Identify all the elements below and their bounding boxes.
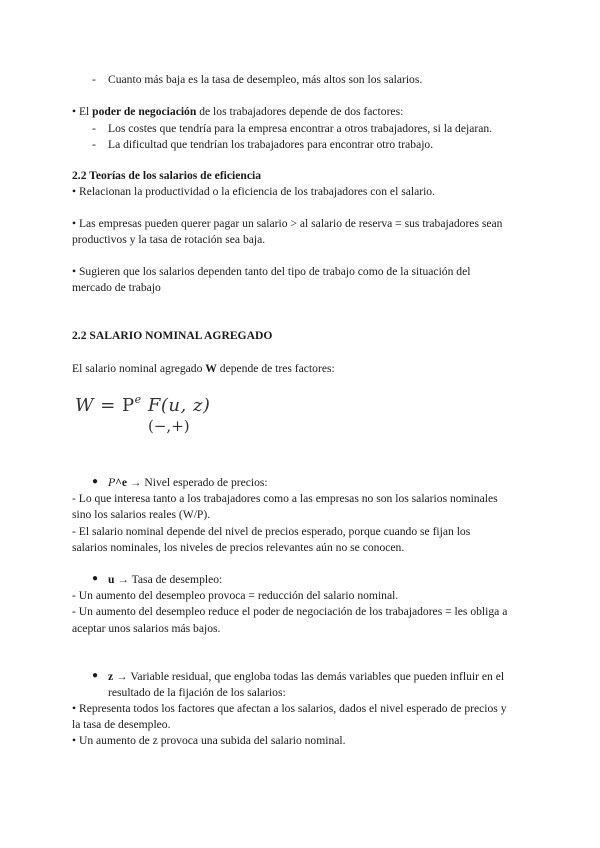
list-item-desc: → Nivel esperado de precios: (126, 476, 268, 489)
dash-marker: - (92, 122, 96, 135)
paragraph-line: • Representa todos los factores que afectan a los salarios, dados el nivel esperado de precios y (72, 702, 507, 715)
paragraph-line: - Un aumento del desempleo provoca = reducción del salario nominal. (72, 589, 399, 602)
paragraph-line: la tasa de desempleo. (72, 718, 171, 731)
paragraph-line: - El salario nominal depende del nivel de precios esperado, porque cuando se fijan los (72, 525, 471, 538)
paragraph-line: • Un aumento de z provoca una subida del salario nominal. (72, 734, 346, 747)
list-item-text: La dificultad que tendrían los trabajadores para encontrar otro trabajo. (108, 138, 434, 151)
symbol: P (108, 477, 116, 489)
paragraph-intro (72, 361, 532, 377)
bold-term: ^e (115, 476, 127, 489)
bold-term: poder de negociación (92, 105, 197, 118)
paragraph-text: El salario nominal agregado (72, 362, 206, 375)
list-item-text (108, 572, 528, 588)
paragraph-line: salarios nominales, los niveles de precios relevantes aún no se conocen. (72, 541, 405, 554)
paragraph-line: sino los salarios reales (W/P). (72, 508, 211, 521)
paragraph-bargaining (72, 104, 532, 120)
paragraph-text: de los trabajadores depende de dos factores: (196, 105, 404, 118)
paragraph-line: productivos y la tasa de rotación sea baja. (72, 233, 266, 246)
formula-signs: (−,+) (148, 417, 190, 435)
paragraph-text: depende de tres factores: (216, 362, 335, 375)
paragraph: • Relacionan la productividad o la eficiencia de los trabajadores con el salario. (72, 185, 435, 198)
bold-term: W (205, 362, 217, 375)
formula-rhs: F(u, z) (141, 395, 211, 416)
paragraph-line: - Un aumento del desempleo reduce el poder de negociación de los trabajadores = les obliga a (72, 605, 508, 618)
formula-eq: = P (94, 395, 135, 416)
paragraph-line: • Sugieren que los salarios dependen tanto del tipo de trabajo como de la situación del (72, 265, 471, 278)
section-heading: 2.2 Teorías de los salarios de eficiencia (72, 169, 262, 182)
dash-marker: - (92, 138, 96, 151)
paragraph-line: mercado de trabajo (72, 281, 161, 294)
bold-term: z (108, 670, 114, 683)
list-item-text: Cuanto más baja es la tasa de desempleo, más altos son los salarios. (108, 73, 423, 86)
list-item-desc: → Tasa de desempleo: (114, 573, 223, 586)
paragraph-line: aceptar unos salarios más bajos. (72, 622, 221, 635)
bold-term: u (108, 573, 115, 586)
section-heading: 2.2 SALARIO NOMINAL AGREGADO (72, 329, 273, 342)
bullet-marker: ● (92, 670, 99, 681)
bullet-lead: • El (72, 105, 93, 118)
bullet-marker: ● (92, 476, 99, 487)
wage-formula (72, 392, 232, 444)
formula-lhs: W (75, 395, 95, 416)
paragraph-line: resultado de la fijación de los salarios: (108, 686, 286, 699)
list-item-text (108, 475, 528, 491)
formula-sup: e (134, 393, 142, 406)
list-item-text: Los costes que tendría para la empresa encontrar a otros trabajadores, si la dejaran. (108, 122, 493, 135)
paragraph-line: - Lo que interesa tanto a los trabajadores como a las empresas no son los salarios nominales (72, 492, 498, 505)
list-item-text (108, 669, 528, 685)
bullet-marker: ● (92, 573, 99, 584)
list-item-desc: → Variable residual, que engloba todas las demás variables que pueden influir en el (113, 670, 505, 683)
paragraph-line: • Las empresas pueden querer pagar un salario > al salario de reserva = sus trabajadores sean (72, 217, 503, 230)
formula-equation (75, 392, 210, 414)
dash-marker: - (92, 73, 96, 86)
